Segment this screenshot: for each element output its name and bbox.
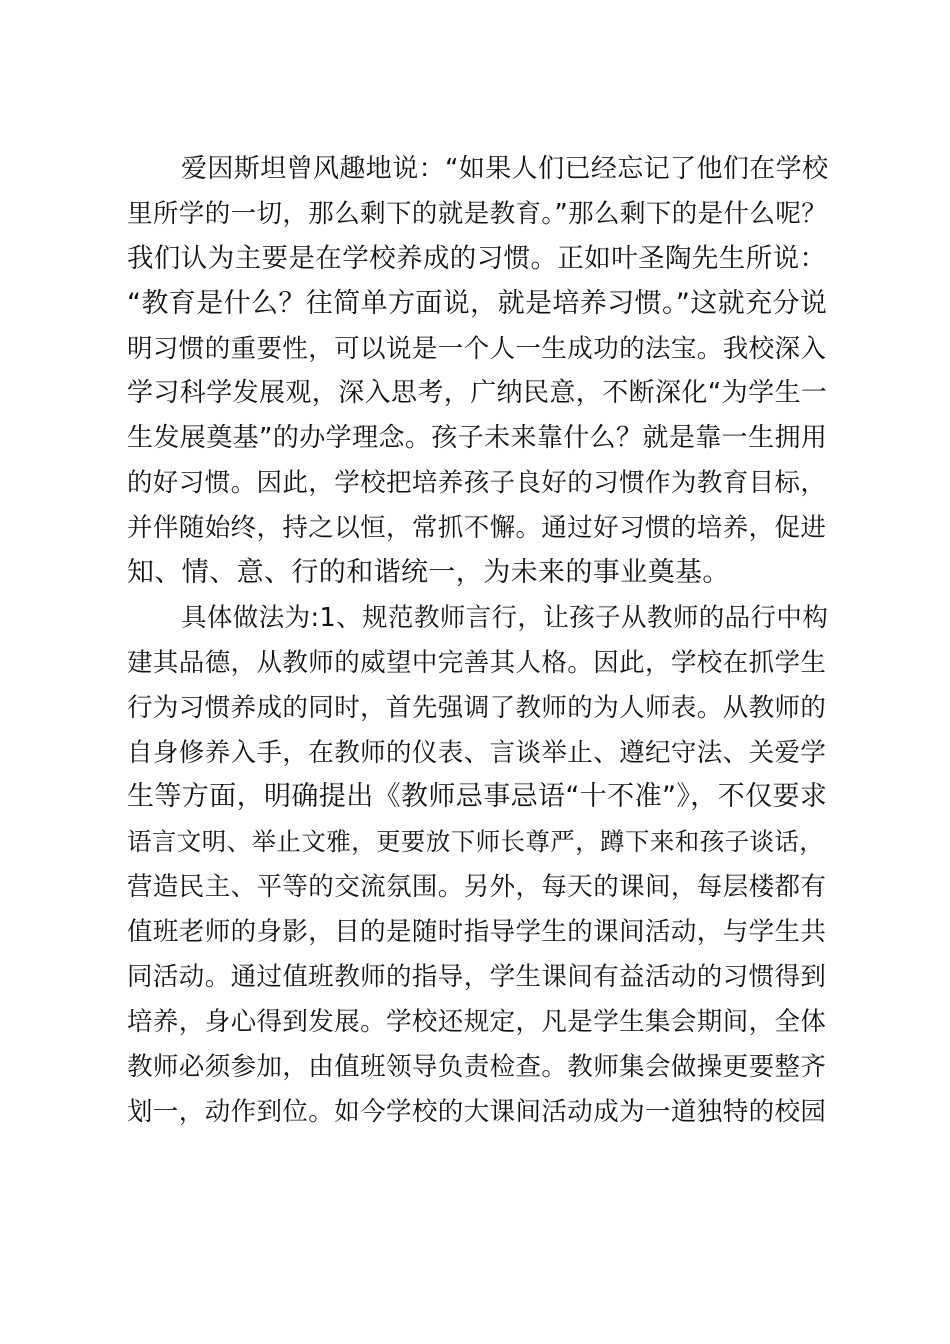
text-line: 建其品德，从教师的威望中完善其人格。因此，学校在抓学生 <box>127 647 827 678</box>
text-line: 划一，动作到位。如今学校的大课间活动成为一道独特的校园 <box>127 1096 827 1127</box>
paragraph-2 <box>127 596 837 1135</box>
text-line: 值班老师的身影，目的是随时指导学生的课间活动，与学生共 <box>127 917 827 948</box>
text-line: 自身修养入手，在教师的仪表、言谈举止、遵纪守法、关爱学 <box>127 737 827 768</box>
text-line: 营造民主、平等的交流氛围。另外，每天的课间，每层楼都有 <box>127 872 827 903</box>
text-line: 的好习惯。因此，学校把培养孩子良好的习惯作为教育目标， <box>127 468 827 499</box>
text-line: 教师必须参加，由值班领导负责检查。教师集会做操更要整齐 <box>127 1051 827 1082</box>
text-line: 里所学的一切，那么剩下的就是教育。”那么剩下的是什么呢？ <box>127 198 828 229</box>
text-line: 我们认为主要是在学校养成的习惯。正如叶圣陶先生所说： <box>127 242 827 274</box>
text-line: 培养，身心得到发展。学校还规定，凡是学生集会期间，全体 <box>127 1006 827 1037</box>
text-line: 明习惯的重要性，可以说是一个人一生成功的法宝。我校深入 <box>127 333 827 364</box>
text-line: “教育是什么？往简单方面说，就是培养习惯。”这就充分说 <box>127 287 828 319</box>
document-page <box>127 147 837 1135</box>
text-line: 知、情、意、行的和谐统一，为未来的事业奠基。 <box>127 557 730 589</box>
text-line: 并伴随始终，持之以恒，常抓不懈。通过好习惯的培养，促进 <box>127 513 827 544</box>
text-line: 同活动。通过值班教师的指导，学生课间有益活动的习惯得到 <box>127 962 827 993</box>
text-line: 行为习惯养成的同时，首先强调了教师的为人师表。从教师的 <box>127 692 827 723</box>
text-line: 语言文明、举止文雅，更要放下师长尊严，蹲下来和孩子谈话， <box>127 827 825 857</box>
text-line: 生发展奠基”的办学理念。孩子未来靠什么？就是靠一生拥用 <box>127 423 828 454</box>
paragraph-1 <box>127 147 837 596</box>
text-line: 具体做法为:1、规范教师言行，让孩子从教师的品行中构 <box>181 602 829 633</box>
text-line: 学习科学发展观，深入思考，广纳民意，不断深化“为学生一 <box>127 378 828 409</box>
text-line: 生等方面，明确提出《教师忌事忌语“十不准”》，不仅要求 <box>127 781 828 813</box>
text-line: 爱因斯坦曾风趣地说：“如果人们已经忘记了他们在学校 <box>181 154 829 184</box>
